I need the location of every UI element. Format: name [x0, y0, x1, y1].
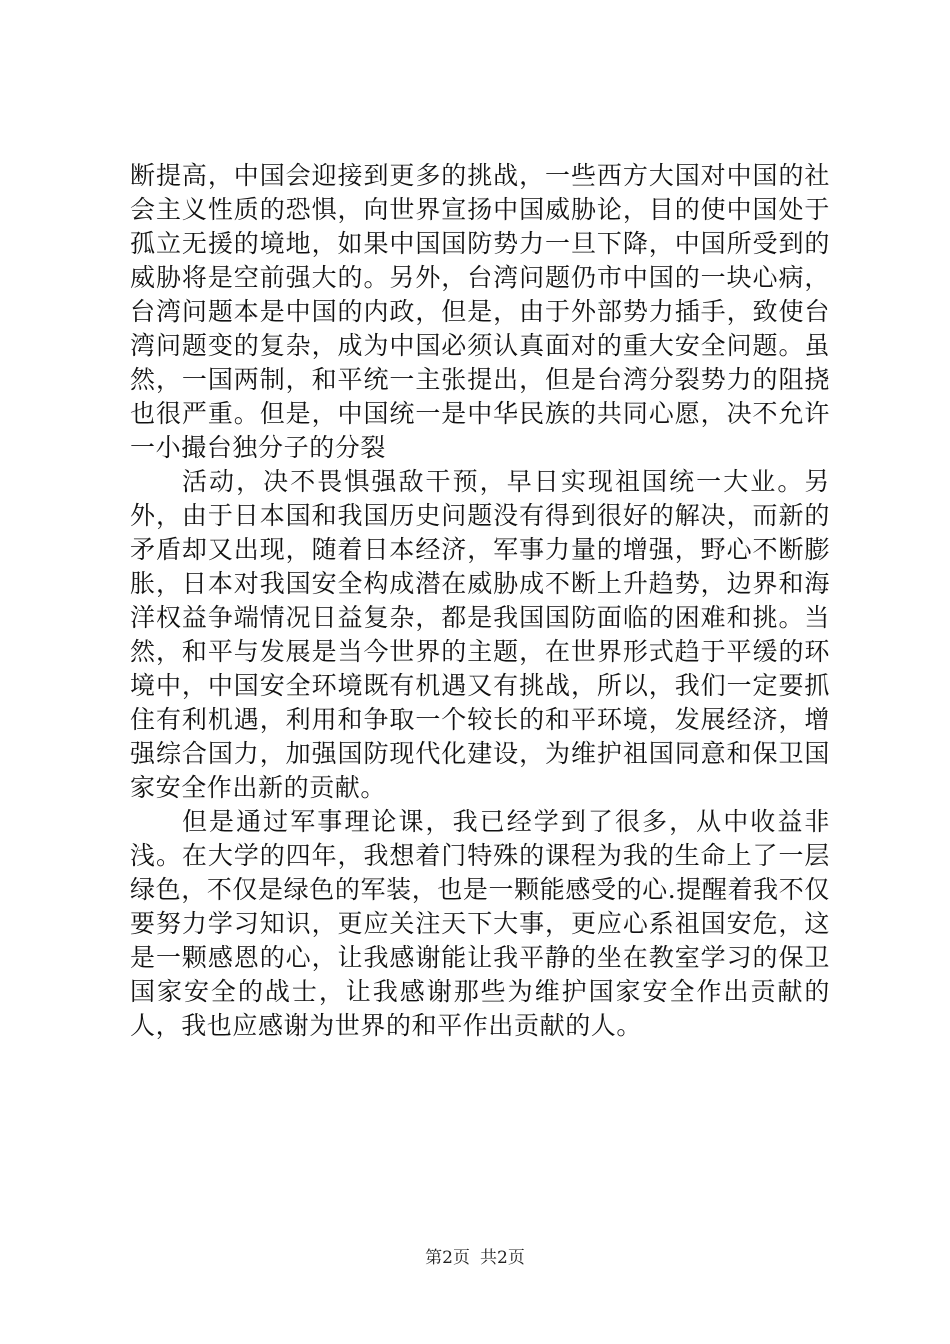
- page-footer: [0, 1247, 950, 1269]
- document-body: [130, 159, 830, 1043]
- paragraph-1: 断提高，中国会迎接到更多的挑战，一些西方大国对中国的社会主义性质的恐惧，向世界宣扬中国威胁论，目的使中国处于孤立无援的境地，如果中国国防势力一旦下降，中国所受到的威胁将是空前强大的。另外，台湾问题仍市中国的一块心病，台湾问题本是中国的内政，但是，由于外部势力插手，致使台湾问题变的复杂，成为中国必须认真面对的重大安全问题。虽然，一国两制，和平统一主张提出，但是台湾分裂势力的阻挠也很严重。但是，中国统一是中华民族的共同心愿，决不允许一小撮台独分子的分裂: [130, 161, 830, 462]
- paragraph-2: 活动，决不畏惧强敌干预，早日实现祖国统一大业。另外，由于日本国和我国历史问题没有得到很好的解决，而新的矛盾却又出现，随着日本经济，军事力量的增强，野心不断膨胀，日本对我国安全构成潜在威胁成不断上升趋势，边界和海洋权益争端情况日益复杂，都是我国国防面临的困难和挑。当然，和平与发展是当今世界的主题，在世界形式趋于平缓的环境中，中国安全环境既有机遇又有挑战，所以，我们一定要抓住有利机遇，利用和争取一个较长的和平环境，发展经济，增强综合国力，加强国防现代化建设，为维护祖国同意和保卫国家安全作出新的贡献。: [130, 467, 830, 802]
- page-number: 第2页: [425, 1248, 470, 1268]
- page-total: 共2页: [480, 1248, 525, 1268]
- paragraph-3: 但是通过军事理论课，我已经学到了很多，从中收益非浅。在大学的四年，我想着门特殊的课程为我的生命上了一层绿色，不仅是绿色的军装，也是一颗能感受的心.提醒着我不仅要努力学习知识，更应关注天下大事，更应心系祖国安危，这是一颗感恩的心，让我感谢能让我平静的坐在教室学习的保卫国家安全的战士，让我感谢那些为维护国家安全作出贡献的人，我也应感谢为世界的和平作出贡献的人。: [130, 807, 830, 1040]
